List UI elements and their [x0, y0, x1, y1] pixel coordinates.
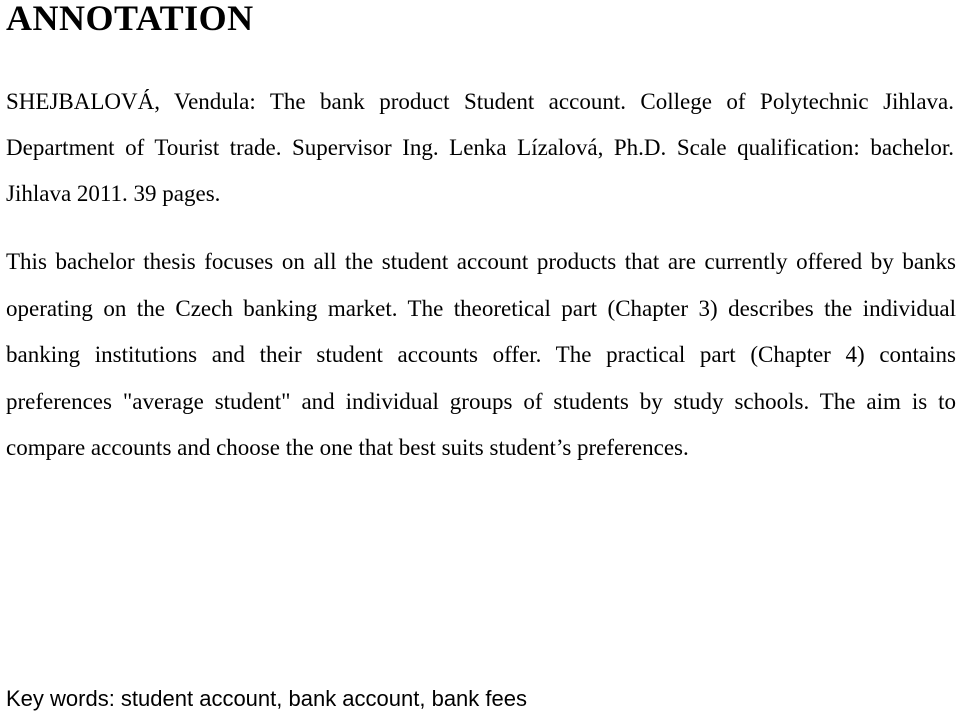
keywords-line: Key words: student account, bank account, bank fees — [6, 686, 527, 711]
abstract-paragraph: This bachelor thesis focuses on all the student account products that are currently offered by banks operating on the Czech banking market. The theoretical part (Chapter 3) describes the individual banking institutions and their student accounts offer. The practical part (Chapter 4) contains preferences "average student" and individual groups of students by study schools. The aim is to compare accounts and choose the one that best suits student’s preferences. — [6, 249, 956, 460]
page-title: ANNOTATION — [6, 0, 254, 38]
bibliographic-citation: SHEJBALOVÁ, Vendula: The bank product Student account. College of Polytechnic Jihlava. Department of Tourist trade. Supervisor Ing. Lenka Lízalová, Ph.D. Scale qualification: bachelor. Jihlava 2011. 39 pages. — [6, 89, 954, 206]
